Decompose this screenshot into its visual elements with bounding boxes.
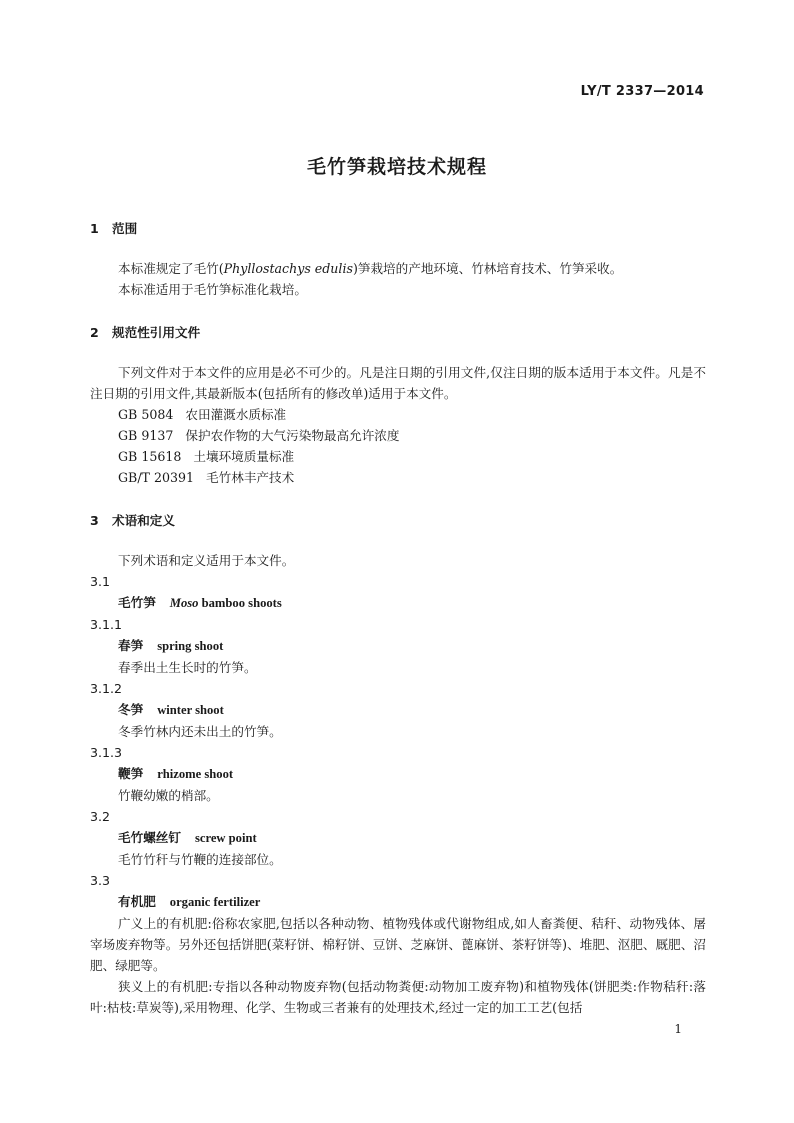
section-number: 1 [90,221,99,236]
reference-code: GB/T 20391 [118,470,195,485]
term-en: screw point [194,831,257,845]
term-heading [90,891,706,913]
term-en: winter shoot [157,703,224,717]
scope-paragraph-1 [90,258,706,279]
reference-item [90,404,706,425]
section-title: 规范性引用文件 [112,325,201,340]
term-zh: 春笋 [118,638,144,653]
reference-item [90,425,706,446]
reference-item [90,467,706,488]
term-heading [90,635,706,657]
term-number: 3.3 [90,873,111,888]
scope-text: 本标准规定了毛竹( [118,261,224,276]
scope-paragraph-2: 本标准适用于毛竹笋标准化栽培。 [118,282,307,297]
term-en [170,596,282,610]
term-definition: 冬季竹林内还未出土的竹笋。 [118,724,282,739]
section-number: 3 [90,513,99,528]
reference-title: 农田灌溉水质标准 [185,407,287,422]
term-definition: 广义上的有机肥:俗称农家肥,包括以各种动物、植物残体或代谢物组成,如人畜粪便、秸秆、动物残体、屠宰场废弃物等。另外还包括饼肥(菜籽饼、棉籽饼、豆饼、芝麻饼、蓖麻饼、茶籽饼等)、堆肥、沤肥、厩肥、沼肥、绿肥等。 [90,916,706,973]
document-title: 毛竹笋栽培技术规程 [306,156,487,178]
term-zh: 有机肥 [118,894,156,909]
reference-title: 毛竹林丰产技术 [206,470,295,485]
reference-item [90,446,706,467]
term-definition: 竹鞭幼嫩的梢部。 [118,788,219,803]
section-heading-normative-references [90,322,706,344]
term-heading [90,592,706,614]
term-number: 3.1.3 [90,745,123,760]
page-number: 1 [674,1022,682,1036]
term-heading [90,827,706,849]
reference-title: 土壤环境质量标准 [193,449,295,464]
term-definition: 狭义上的有机肥:专指以各种动物废弃物(包括动物粪便:动物加工废弃物)和植物残体(饼肥类:作物秸秆:落叶:枯枝:草炭等),采用物理、化学、生物或三者兼有的处理技术,经过一定的加工工艺(包括 [90,979,706,1015]
standard-code: LY/T 2337—2014 [580,84,704,99]
latin-name: Phyllostachys edulis [223,261,353,276]
reference-code: GB 15618 [118,449,182,464]
term-en: organic fertilizer [169,895,261,909]
document-body [90,218,706,1018]
term-zh: 毛竹螺丝钉 [118,830,181,845]
term-number: 3.1.2 [90,681,123,696]
term-definition: 毛竹竹秆与竹鞭的连接部位。 [118,852,282,867]
term-zh: 鞭笋 [118,766,144,781]
term-zh: 冬笋 [118,702,144,717]
term-en-italic: Moso [169,596,199,610]
references-intro: 下列文件对于本文件的应用是必不可少的。凡是注日期的引用文件,仅注日期的版本适用于本文件。凡是不注日期的引用文件,其最新版本(包括所有的修改单)适用于本文件。 [90,365,706,401]
term-heading [90,763,706,785]
term-number: 3.2 [90,809,111,824]
term-definition: 春季出土生长时的竹笋。 [118,660,257,675]
reference-code: GB 9137 [118,428,174,443]
term-en: spring shoot [157,639,224,653]
section-number: 2 [90,325,99,340]
section-title: 术语和定义 [112,513,175,528]
term-zh: 毛竹笋 [118,595,156,610]
term-en-rest: bamboo shoots [198,596,282,610]
reference-title: 保护农作物的大气污染物最高允许浓度 [185,428,400,443]
term-heading [90,699,706,721]
section-heading-terms [90,510,706,532]
reference-code: GB 5084 [118,407,174,422]
scope-text: )笋栽培的产地环境、竹林培育技术、竹笋采收。 [352,261,623,276]
term-en: rhizome shoot [157,767,234,781]
section-heading-scope [90,218,706,240]
term-number: 3.1 [90,574,111,589]
terms-intro: 下列术语和定义适用于本文件。 [118,553,295,568]
section-title: 范围 [112,221,138,236]
term-number: 3.1.1 [90,617,123,632]
